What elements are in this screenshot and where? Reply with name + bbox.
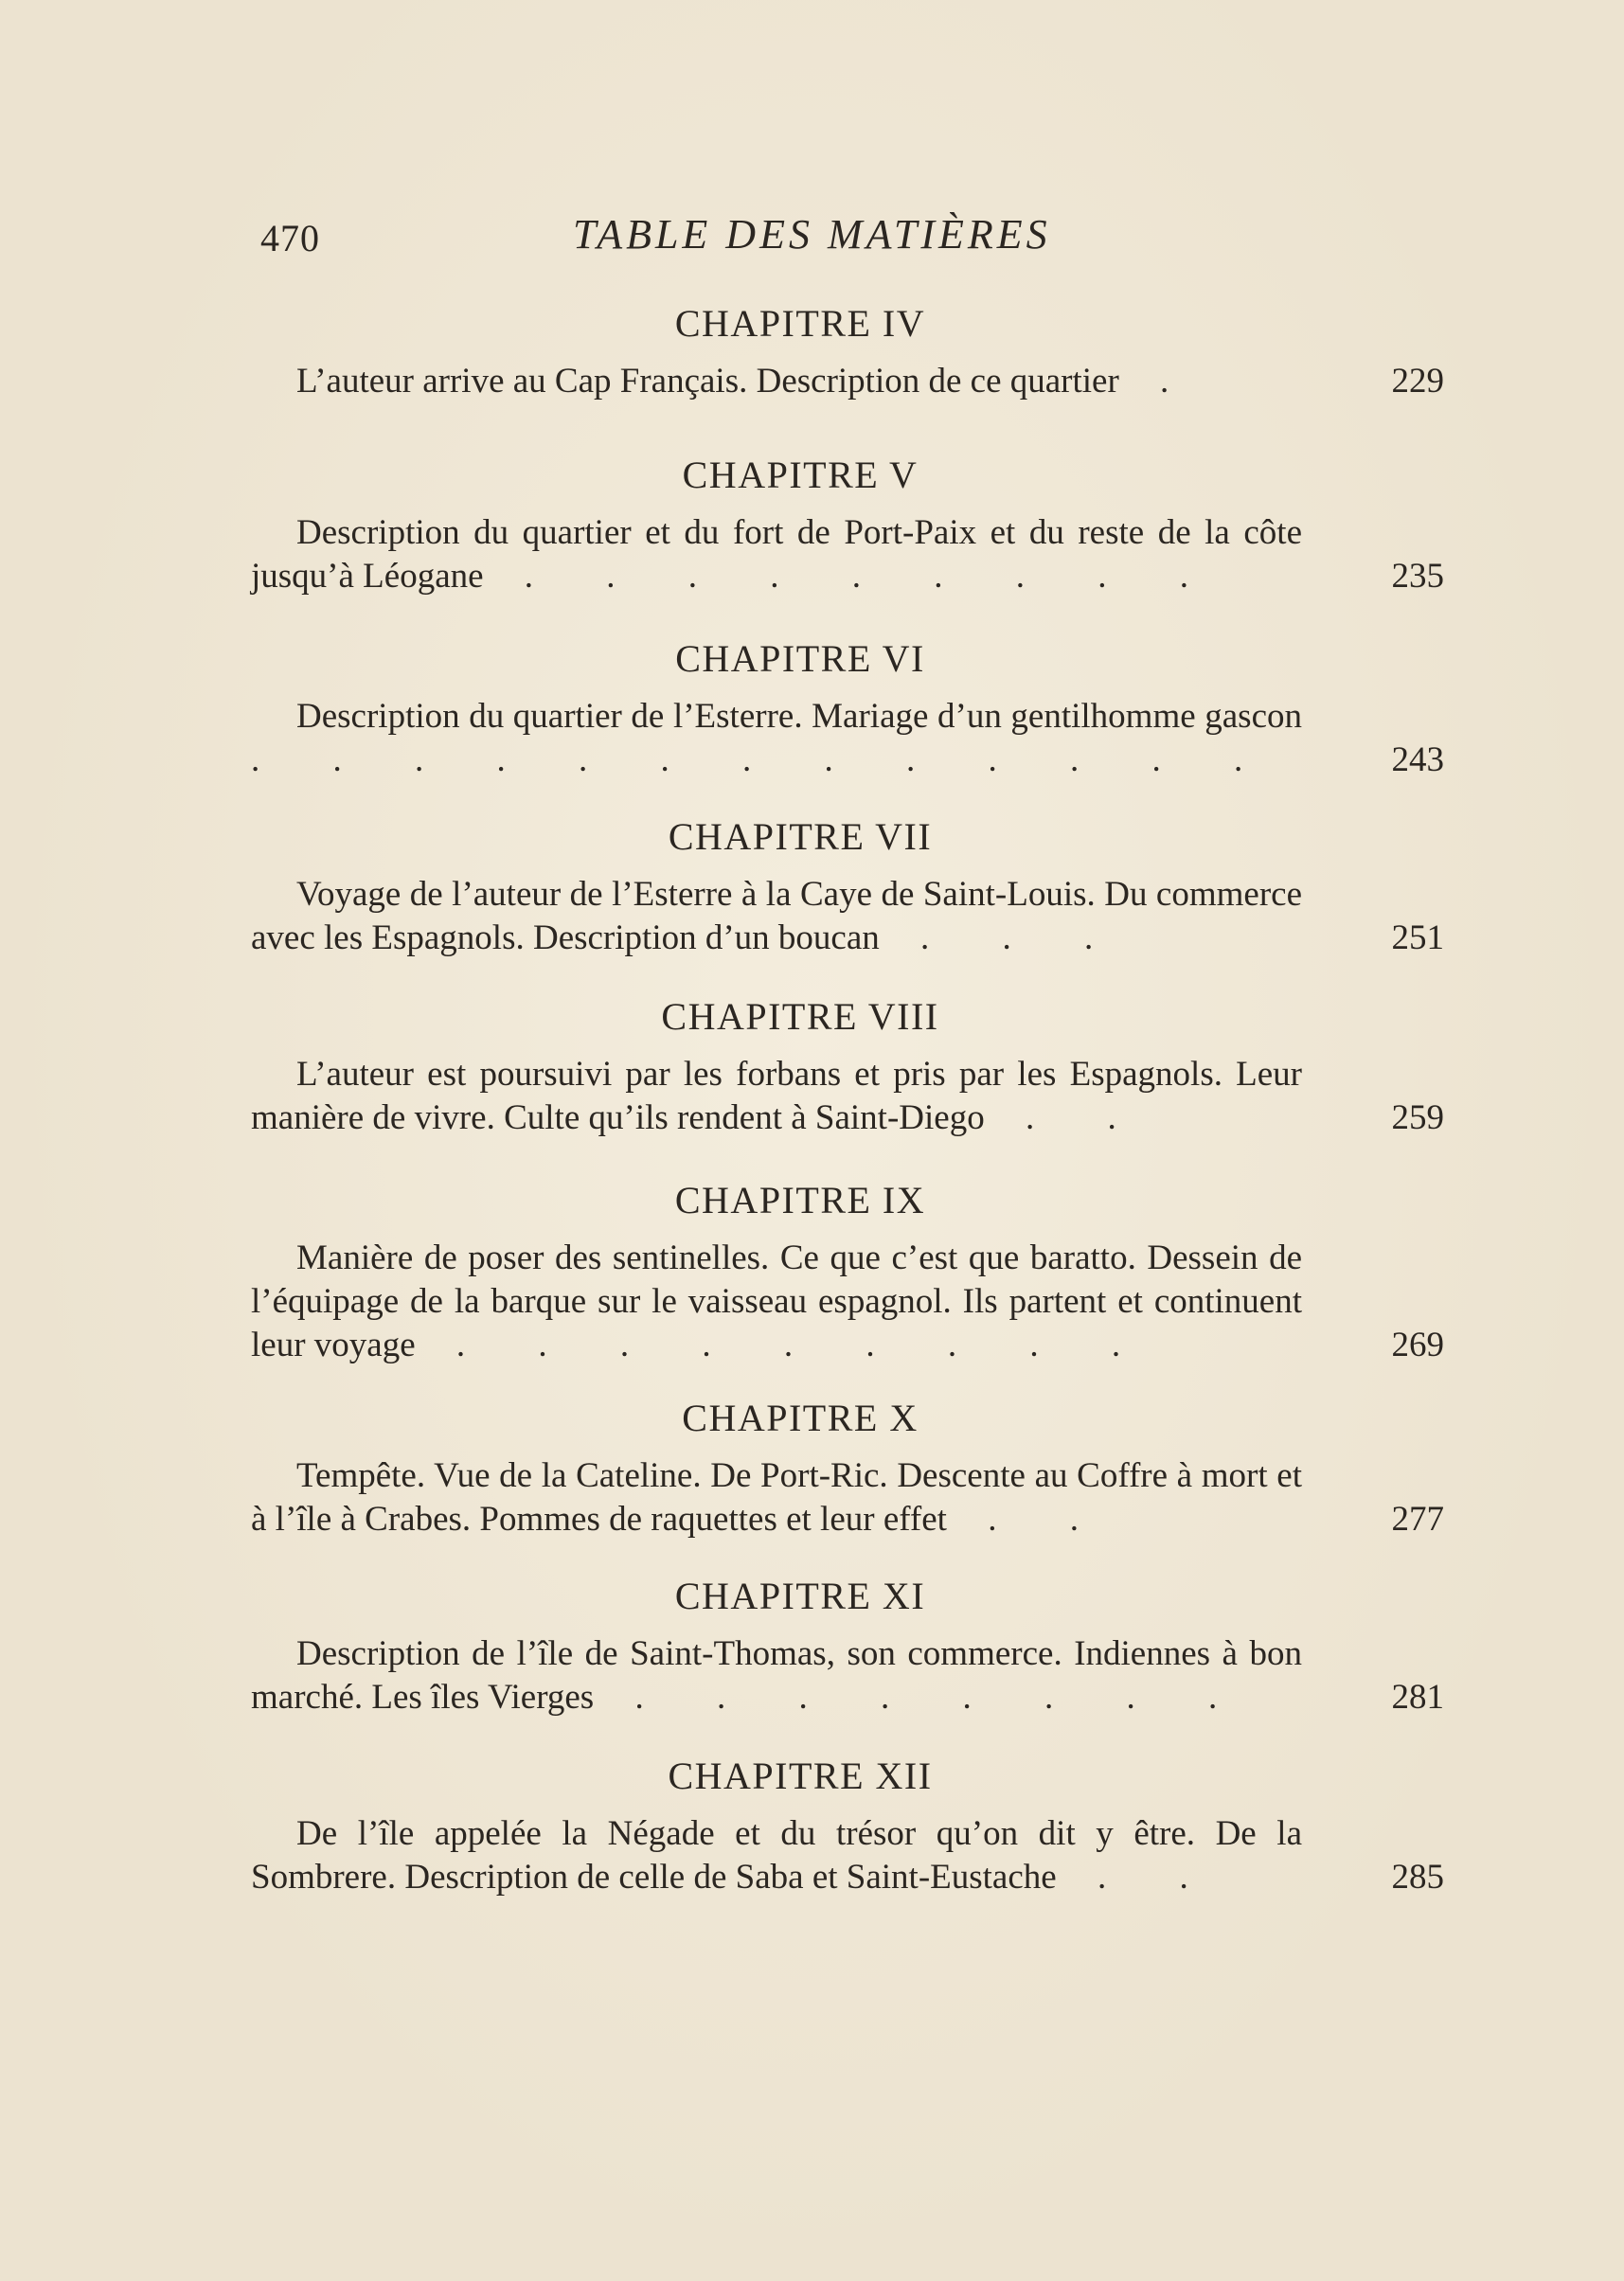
- summary-text: De l’île appelée la Négade et du trésor qu’on dit y être. De la Sombrere. Description de celle de Saba et Saint-Eustache . .: [251, 1814, 1302, 1897]
- chapter-summary: [251, 1812, 1444, 1899]
- chapter-page-number: 281: [1391, 1678, 1444, 1717]
- chapter-summary: [251, 873, 1444, 960]
- dot-leader: . .: [984, 1098, 1149, 1137]
- chapter-page-number: 235: [1391, 557, 1444, 596]
- summary-text: Voyage de l’auteur de l’Esterre à la Caye de Saint-Louis. Du commerce avec les Espagnols. Description d’un boucan . . .: [251, 875, 1302, 957]
- chapter-entry: [251, 1574, 1444, 1720]
- dot-leader: . .: [1056, 1858, 1221, 1897]
- summary-text: L’auteur arrive au Cap Français. Description de ce quartier .: [296, 362, 1202, 401]
- chapter-summary: [251, 1053, 1444, 1140]
- chapter-title: CHAPITRE IX: [674, 1179, 926, 1221]
- chapter-summary: [251, 1454, 1444, 1541]
- summary-text: Description du quartier et du fort de Port-Paix et du reste de la côte jusqu’à Léogane . . . . . . . . .: [251, 513, 1302, 596]
- summary-text: Description du quartier de l’Esterre. Mariage d’un gentilhomme gascon . . . . . . . . . . . . .: [251, 697, 1302, 779]
- chapter-entry: [251, 1178, 1444, 1367]
- page-header: [260, 210, 1425, 276]
- chapter-entry: [251, 453, 1444, 598]
- chapter-title: CHAPITRE X: [682, 1397, 919, 1439]
- chapter-page-number: 243: [1391, 740, 1444, 779]
- chapter-title: CHAPITRE VIII: [661, 995, 939, 1038]
- chapter-entry: [251, 1754, 1444, 1899]
- chapter-entry: [251, 994, 1444, 1140]
- chapter-page-number: 285: [1391, 1858, 1444, 1897]
- dot-leader: . . .: [879, 918, 1126, 957]
- chapter-page-number: 259: [1391, 1098, 1444, 1137]
- chapter-summary: [251, 695, 1444, 782]
- chapter-page-number: 229: [1391, 362, 1444, 401]
- dot-leader: .: [1118, 362, 1202, 401]
- chapter-title: CHAPITRE XI: [674, 1575, 926, 1617]
- dot-leader: . . . . . . . . .: [483, 557, 1222, 596]
- chapter-title: CHAPITRE XII: [668, 1755, 933, 1797]
- dot-leader: . . . . . . . .: [594, 1678, 1250, 1717]
- chapter-entry: [251, 636, 1444, 782]
- chapter-entry: [251, 1396, 1444, 1541]
- chapter-summary: [251, 360, 1444, 403]
- chapter-page-number: 277: [1391, 1500, 1444, 1539]
- dot-leader: . . . . . . . . . . . . .: [251, 740, 1276, 779]
- chapter-page-number: 269: [1391, 1326, 1444, 1364]
- dot-leader: . . . . . . . . .: [415, 1326, 1153, 1364]
- chapter-page-number: 251: [1391, 918, 1444, 957]
- chapter-title: CHAPITRE V: [682, 454, 919, 496]
- summary-text: Description de l’île de Saint-Thomas, son commerce. Indiennes à bon marché. Les îles Vierges . . . . . . . .: [251, 1634, 1302, 1717]
- running-title: TABLE DES MATIÈRES: [573, 211, 1051, 258]
- chapter-title: CHAPITRE IV: [674, 302, 926, 345]
- summary-text: Manière de poser des sentinelles. Ce que c’est que baratto. Dessein de l’équipage de la barque sur le vaisseau espagnol. Ils partent et continuent leur voyage . . . . . . . . .: [251, 1239, 1302, 1364]
- dot-leader: . .: [946, 1500, 1111, 1539]
- chapter-summary: [251, 511, 1444, 598]
- chapter-entry: [251, 301, 1444, 403]
- chapter-summary: [251, 1237, 1444, 1367]
- chapter-entry: [251, 814, 1444, 960]
- chapter-summary: [251, 1632, 1444, 1720]
- chapter-title: CHAPITRE VI: [675, 637, 925, 680]
- page-number: 470: [260, 217, 320, 259]
- summary-text: L’auteur est poursuivi par les forbans et pris par les Espagnols. Leur manière de vivre. Culte qu’ils rendent à Saint-Diego . .: [251, 1055, 1302, 1137]
- chapter-title: CHAPITRE VII: [668, 815, 933, 858]
- summary-text: Tempête. Vue de la Cateline. De Port-Ric. Descente au Coffre à mort et à l’île à Crabes. Pommes de raquettes et leur effet . .: [251, 1456, 1302, 1539]
